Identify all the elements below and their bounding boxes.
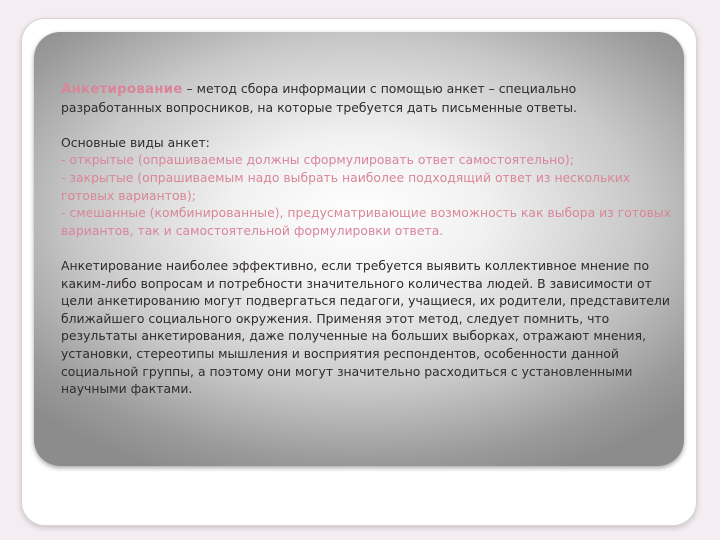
slide-content <box>61 80 681 398</box>
type-open: - открытые (опрашиваемые должны сформулировать ответ самостоятельно); <box>61 152 574 168</box>
spacer <box>61 116 681 134</box>
body-paragraph: Анкетирование наиболее эффективно, если требуется выявить коллективное мнение по каким-либо вопросам и потребности значительного количества людей. В зависимости от цели анкетированию могут подвергаться педагоги, учащиеся, их родители, представители ближайшего социального окружения. Применяя этот метод, следует помнить, что результаты анкетирования, даже полученные на больших выборках, отражают мнения, установки, стереотипы мышления и восприятия респондентов, особенности данной социальной группы, а поэтому они могут значительно расходиться с установленными научными фактами. <box>61 257 670 397</box>
definition-text: – метод сбора информации с помощью анкет – специально разработанных вопросников, на которые требуется дать письменные ответы. <box>61 81 577 115</box>
types-heading: Основные виды анкет: <box>61 134 210 150</box>
definition-paragraph <box>61 80 681 116</box>
type-closed: - закрытые (опрашиваемым надо выбрать наиболее подходящий ответ из нескольких готовых вариантов); <box>61 169 631 203</box>
type-mixed: - смешанные (комбинированные), предусматривающие возможность как выбора из готовых вариантов, так и самостоятельной формулировки ответа. <box>61 205 672 238</box>
definition-term: Анкетирование <box>61 82 183 97</box>
spacer <box>61 239 681 257</box>
